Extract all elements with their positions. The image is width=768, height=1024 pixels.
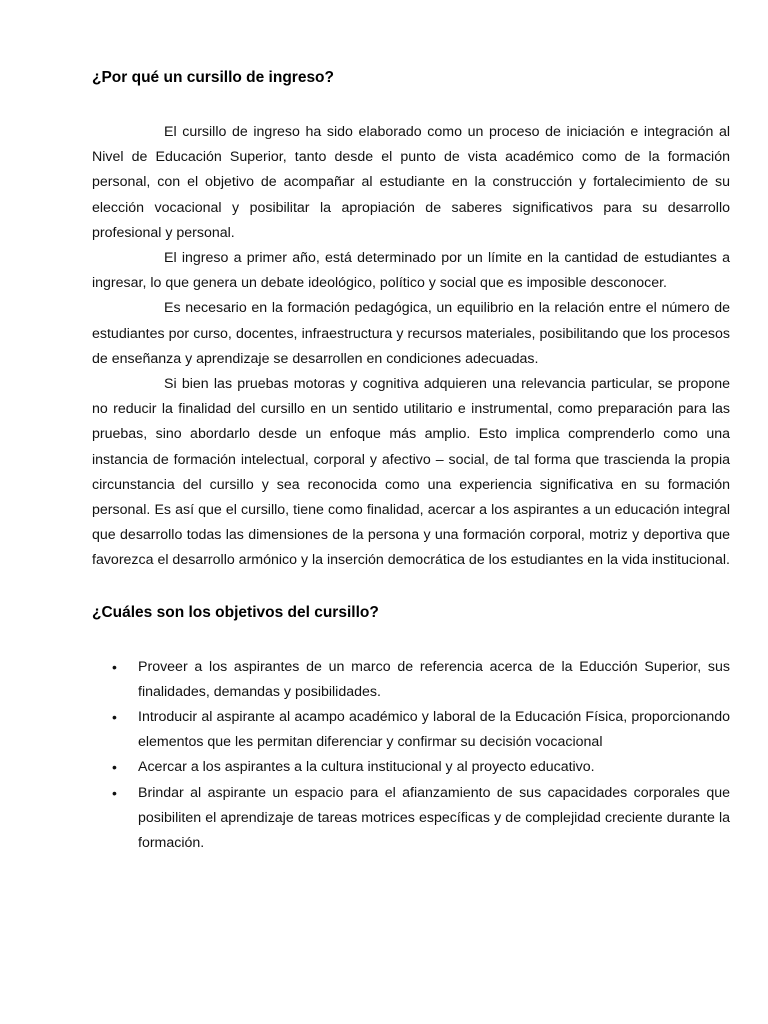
paragraph-1: El cursillo de ingreso ha sido elaborado como un proceso de iniciación e integración al Nivel de Educación Superior, tanto desde el punto de vista académico como de la formación personal, con el objetivo de acompañar al estudiante en la construcción y fortalecimiento de su elección vocacional y posibilitar la apropiación de saberes significativos para su desarrollo profesional y personal.: [92, 124, 730, 241]
list-item: [92, 655, 730, 705]
bullet-icon: •: [112, 709, 117, 726]
list-item: [92, 781, 730, 857]
bullet-icon: •: [112, 759, 117, 776]
list-item: [92, 705, 730, 755]
list-item-text: Acercar a los aspirantes a la cultura institucional y al proyecto educativo.: [138, 759, 595, 776]
document-content: [92, 66, 730, 856]
paragraph-3: Es necesario en la formación pedagógica, un equilibrio en la relación entre el número de estudiantes por curso, docentes, infraestructura y recursos materiales, posibilitando que los procesos de enseñanza y aprendizaje se desarrollen en condiciones adecuadas.: [92, 300, 730, 367]
list-item: [92, 755, 730, 780]
objectives-list: [92, 655, 730, 857]
list-item-text: Introducir al aspirante al acampo académico y laboral de la Educación Física, proporcionando elementos que les permitan diferenciar y confirmar su decisión vocacional: [138, 709, 730, 751]
section-heading-why-course: ¿Por qué un cursillo de ingreso?: [92, 69, 334, 86]
paragraph-4: Si bien las pruebas motoras y cognitiva adquieren una relevancia particular, se propone no reducir la finalidad del cursillo en un sentido utilitario e instrumental, como preparación para las pruebas, sino abordarlo desde un enfoque más amplio. Esto implica comprenderlo como una instancia de formación intelectual, corporal y afectivo – social, de tal forma que trascienda la propia circunstancia del cursillo y sea reconocida como una experiencia significativa en su formación personal. Es así que el cursillo, tiene como finalidad, acercar a los aspirantes a un educación integral que desarrollo todas las dimensiones de la persona y una formación corporal, motriz y deportiva que favorezca el desarrollo armónico y la inserción democrática de los estudiantes en la vida institucional.: [92, 376, 730, 569]
list-item-text: Brindar al aspirante un espacio para el afianzamiento de sus capacidades corporales que posibiliten el aprendizaje de tareas motrices específicas y de complejidad creciente durante la formación.: [138, 784, 730, 852]
section-heading-objectives: ¿Cuáles son los objetivos del cursillo?: [92, 603, 379, 621]
bullet-icon: •: [112, 784, 117, 801]
paragraph-2: El ingreso a primer año, está determinado por un límite en la cantidad de estudiantes a ingresar, lo que genera un debate ideológico, político y social que es imposible desconocer.: [92, 250, 730, 292]
bullet-icon: •: [112, 658, 117, 675]
list-item-text: Proveer a los aspirantes de un marco de referencia acerca de la Educción Superior, sus finalidades, demandas y posibilidades.: [138, 658, 730, 700]
